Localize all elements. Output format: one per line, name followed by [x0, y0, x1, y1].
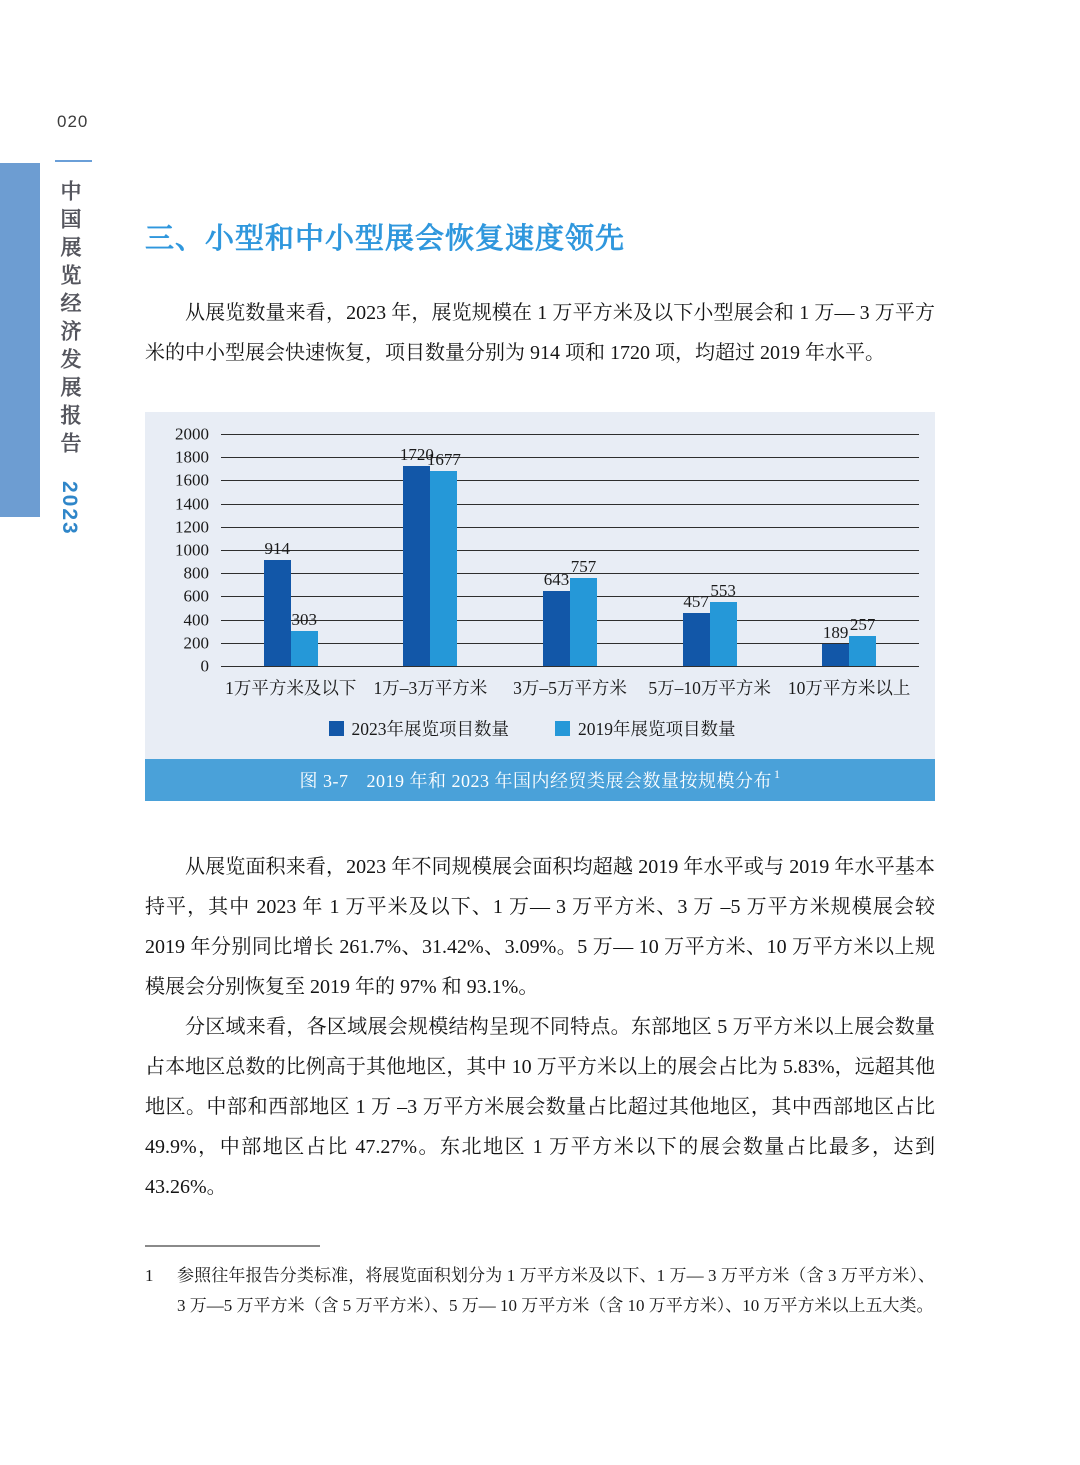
figure-caption-footnote-ref: 1	[774, 766, 781, 781]
x-axis-labels	[221, 675, 919, 700]
x-tick-label: 5万–10万平方米	[648, 678, 771, 698]
y-tick-label: 800	[183, 563, 209, 583]
paragraph-exhibition-count: 从展览数量来看，2023 年，展览规模在 1 万平方米及以下小型展会和 1 万— 3 万平方米的中小型展会快速恢复，项目数量分别为 914 项和 1720 项，均超过 2019 年水平。	[145, 302, 935, 364]
x-tick-label: 10万平方米以上	[787, 678, 911, 698]
bar	[291, 631, 318, 666]
figure-caption-text: 2019 年和 2023 年国内经贸类展会数量按规模分布	[366, 771, 772, 791]
legend-label: 2023年展览项目数量	[351, 719, 509, 739]
bar-groups	[221, 434, 919, 666]
bar-value-label: 757	[570, 557, 597, 577]
bar-value-label: 643	[543, 570, 570, 590]
bar-group	[500, 434, 640, 666]
page-number: 020	[57, 112, 89, 131]
sidebar-title-text: 中国展览经济发展报告	[58, 180, 81, 460]
figure-caption-bar	[145, 759, 935, 801]
bar-wrap	[822, 434, 849, 666]
y-tick-label: 1000	[175, 540, 209, 560]
plot-row	[145, 424, 919, 676]
gridline	[221, 666, 919, 667]
y-tick-label: 2000	[175, 424, 209, 444]
y-tick-label: 600	[183, 586, 209, 606]
legend-item	[555, 716, 736, 741]
bar-wrap	[264, 434, 291, 666]
y-tick-label: 400	[183, 610, 209, 630]
bar-value-label: 914	[264, 538, 291, 558]
legend-swatch-icon	[329, 721, 344, 736]
bar	[543, 591, 570, 666]
footnote-text: 参照往年报告分类标准，将展览面积划分为 1 万平方米及以下、1 万— 3 万平方米（含 3 万平方米）、3 万—5 万平方米（含 5 万平方米）、5 万— 10 万平方米（含 10 万平方米）、10 万平方米以上五大类。	[177, 1266, 935, 1315]
figure-caption-number: 图 3-7	[299, 771, 349, 791]
x-tick-label: 3万–5万平方米	[513, 678, 627, 698]
page-number-rule	[55, 160, 92, 162]
bar	[430, 471, 457, 666]
paragraph-exhibition-area: 从展览面积来看，2023 年不同规模展会面积均超越 2019 年水平或与 2019 年水平基本持平，其中 2023 年 1 万平米及以下、1 万— 3 万平方米、3 万 –5 万平方米规模展会较 2019 年分别同比增长 261.7%、31.42%、3.09%。5 万— 10 万平方米、10 万平方米以上规模展会分别恢复至 2019 年的 97% 和 93.1%。	[145, 856, 935, 998]
bar	[403, 466, 430, 666]
bar	[822, 644, 849, 666]
sidebar-accent-bar	[0, 163, 40, 517]
footnote-rule	[145, 1245, 320, 1247]
y-tick-label: 1400	[175, 494, 209, 514]
x-tick-label: 1万平方米及以下	[225, 678, 357, 698]
bar-wrap	[291, 434, 318, 666]
bar-value-label: 257	[849, 615, 876, 635]
section-heading: 三、小型和中小型展会恢复速度领先	[145, 223, 626, 255]
bar-wrap	[426, 434, 461, 666]
y-tick-label: 1800	[175, 447, 209, 467]
bar-wrap	[570, 434, 597, 666]
paragraph-regional: 分区域来看，各区域展会规模结构呈现不同特点。东部地区 5 万平方米以上展会数量占本地区总数的比例高于其他地区，其中 10 万平方米以上的展会占比为 5.83%，远超其他地区。中部和西部地区 1 万 –3 万平方米展会数量占比超过其他地区，其中西部地区占比 49.9%，中部地区占比 47.27%。东北地区 1 万平方米以下的展会数量占比最多，达到 43.26%。	[145, 1016, 935, 1198]
bar-value-label: 553	[710, 580, 736, 600]
y-tick-label: 1200	[175, 517, 209, 537]
bar	[570, 578, 597, 666]
legend-item	[329, 716, 510, 741]
figure-3-7	[145, 412, 935, 801]
bar-group	[640, 434, 780, 666]
bar	[849, 636, 876, 666]
y-tick-label: 200	[183, 633, 209, 653]
bar-value-label: 303	[291, 609, 318, 629]
footnote-number: 1	[145, 1266, 154, 1285]
footnote-body	[145, 1261, 935, 1321]
bar	[710, 602, 737, 666]
x-tick-label: 1万–3万平方米	[373, 678, 488, 698]
y-axis	[145, 424, 221, 676]
chart-legend	[145, 716, 919, 741]
bar-value-label: 1720	[399, 445, 434, 465]
bar-group	[361, 434, 501, 666]
bar-wrap	[849, 434, 876, 666]
bar-group	[779, 434, 919, 666]
bar-wrap	[543, 434, 570, 666]
bar-group	[221, 434, 361, 666]
bar-wrap	[710, 434, 737, 666]
legend-label: 2019年展览项目数量	[578, 719, 736, 739]
bar-value-label: 189	[822, 623, 849, 643]
sidebar-year-text: 2023	[58, 480, 81, 536]
bar	[264, 560, 291, 666]
bar-value-label: 457	[683, 592, 709, 611]
legend-swatch-icon	[555, 721, 570, 736]
bar-value-label: 1677	[426, 450, 461, 470]
bar-chart-panel	[145, 412, 935, 759]
sidebar-report-title	[54, 180, 84, 536]
y-tick-label: 1600	[175, 470, 209, 490]
bar-wrap	[683, 434, 710, 666]
plot-area	[221, 434, 919, 666]
bar	[683, 613, 710, 666]
footnote	[145, 1245, 935, 1321]
y-tick-label: 0	[200, 656, 209, 676]
main-content	[145, 0, 935, 1321]
